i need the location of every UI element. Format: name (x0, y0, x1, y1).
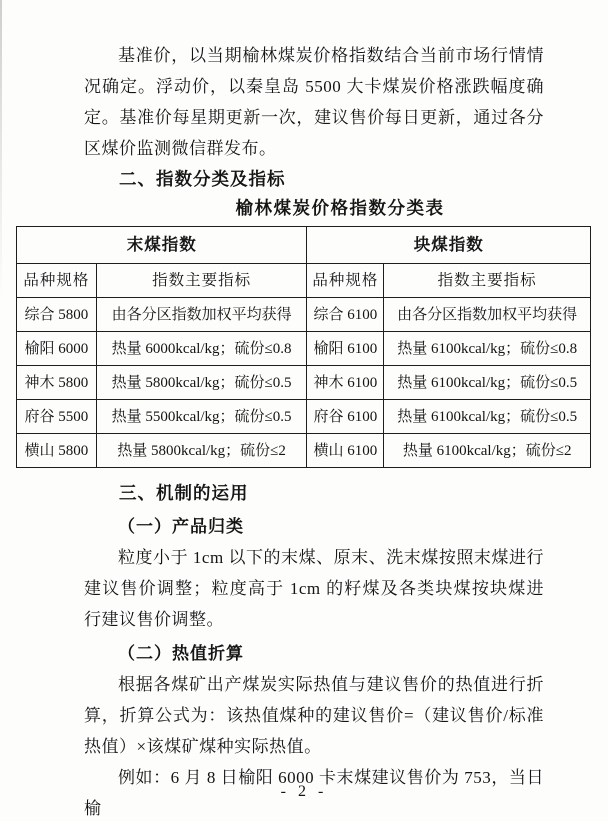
table-column-header-row (17, 264, 591, 298)
section-3-block (0, 478, 608, 821)
subsection-2-paragraph: 根据各煤矿出产煤炭实际热值与建议售价的热值进行折算，折算公式为：该热值煤种的建议售价=（建议售价/标准热值）×该煤矿煤种实际热值。 (84, 675, 544, 756)
indicator-cell: 由各分区指数加权平均获得 (384, 298, 591, 332)
indicator-cell: 热量 6100kcal/kg；硫份≤0.5 (384, 400, 591, 434)
table-group-header-row (17, 227, 591, 264)
indicator-cell: 热量 6100kcal/kg；硫份≤0.8 (384, 332, 591, 366)
indicator-cell: 热量 6000kcal/kg；硫份≤0.8 (96, 332, 307, 366)
variety-cell: 综合 5800 (17, 298, 97, 332)
column-header-main-indicator-fine: 指数主要指标 (96, 264, 307, 298)
subsection-1-heading: （一）产品归类 (118, 517, 244, 536)
column-header-variety-spec-fine: 品种规格 (17, 264, 97, 298)
indicator-cell: 热量 5800kcal/kg；硫份≤0.5 (96, 366, 307, 400)
variety-cell: 横山 6100 (307, 434, 384, 468)
scan-edge-artifact (0, 0, 2, 300)
table-row (17, 332, 591, 366)
group-header-fine-coal-index: 末煤指数 (17, 227, 307, 264)
variety-cell: 榆阳 6100 (307, 332, 384, 366)
variety-cell: 神木 6100 (307, 366, 384, 400)
subsection-2-heading: （二）热值折算 (118, 644, 244, 663)
column-header-main-indicator-lump: 指数主要指标 (384, 264, 591, 298)
variety-cell: 府谷 5500 (17, 400, 97, 434)
table-row (17, 298, 591, 332)
group-header-lump-coal-index: 块煤指数 (307, 227, 591, 264)
column-header-variety-spec-lump: 品种规格 (307, 264, 384, 298)
indicator-cell: 热量 5800kcal/kg；硫份≤2 (96, 434, 307, 468)
table-row (17, 400, 591, 434)
indicator-cell: 由各分区指数加权平均获得 (96, 298, 307, 332)
indicator-cell: 热量 5500kcal/kg；硫份≤0.5 (96, 400, 307, 434)
table-title: 榆林煤炭价格指数分类表 (235, 198, 445, 218)
variety-cell: 榆阳 6000 (17, 332, 97, 366)
example-paragraph: 例如：6 月 8 日榆阳 6000 卡末煤建议售价为 753，当日榆 (84, 768, 544, 818)
indicator-cell: 热量 6100kcal/kg；硫份≤2 (384, 434, 591, 468)
section-3-heading: 三、机制的运用 (119, 483, 249, 503)
coal-price-index-table (16, 226, 591, 468)
variety-cell: 府谷 6100 (307, 400, 384, 434)
variety-cell: 横山 5800 (17, 434, 97, 468)
table-row (17, 434, 591, 468)
indicator-cell: 热量 6100kcal/kg；硫份≤0.5 (384, 366, 591, 400)
variety-cell: 综合 6100 (307, 298, 384, 332)
intro-paragraph: 基准价，以当期榆林煤炭价格指数结合当前市场行情情况确定。浮动价，以秦皇岛 5500 大卡煤炭价格涨跌幅度确定。基准价每星期更新一次，建议售价每日更新，通过各分区煤价监测微信群发布。 (84, 46, 544, 158)
subsection-1-paragraph: 粒度小于 1cm 以下的末煤、原末、洗末煤按照末煤进行建议售价调整；粒度高于 1cm 的籽煤及各类块煤按块煤进行建议售价调整。 (84, 548, 544, 629)
page-number: - 2 - (280, 783, 328, 800)
table-row (17, 366, 591, 400)
variety-cell: 神木 5800 (17, 366, 97, 400)
section-2-heading: 二、指数分类及指标 (119, 169, 286, 189)
